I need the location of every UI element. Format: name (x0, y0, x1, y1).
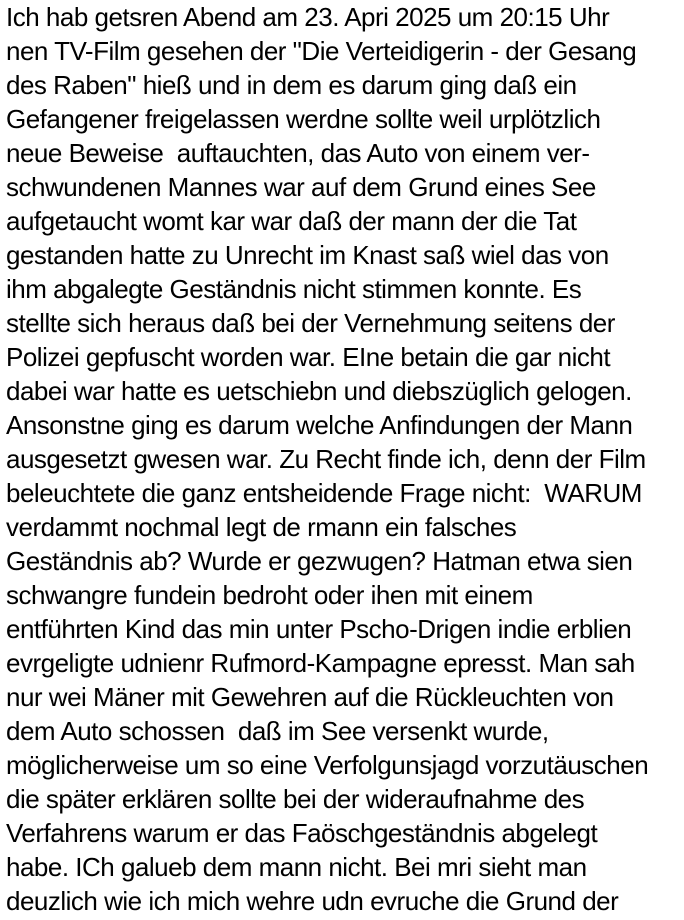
text-line-7: aufgetaucht womt kar war daß der mann der die Tat (6, 206, 577, 236)
text-line-12: dabei war hatte es uetschiebn und diebszüglich gelogen. (6, 376, 632, 406)
text-line-14: ausgesetzt gwesen war. Zu Recht finde ich, denn der Film (6, 444, 646, 474)
text-line-22: dem Auto schossen daß im See versenkt wurde, (6, 716, 549, 746)
text-line-2: nen TV-Film gesehen der "Die Verteidigerin - der Gesang (6, 36, 637, 66)
text-line-10: stellte sich heraus daß bei der Vernehmung seitens der (6, 308, 615, 338)
text-line-3: des Raben" hieß und in dem es darum ging daß ein (6, 70, 577, 100)
text-line-8: gestanden hatte zu Unrecht im Knast saß wiel das von (6, 240, 609, 270)
text-line-20: evrgeligte udnienr Rufmord-Kampagne epresst. Man sah (6, 648, 635, 678)
text-line-23: möglicherweise um so eine Verfolgunsjagd vorzutäuschen (6, 750, 649, 780)
text-line-9: ihm abgalegte Geständnis nicht stimmen konnte. Es (6, 274, 582, 304)
text-line-26: habe. ICh galueb dem mann nicht. Bei mri sieht man (6, 852, 587, 882)
text-line-18: schwangre fundein bedroht oder ihen mit einem (6, 580, 533, 610)
text-line-19: entführten Kind das min unter Pscho-Drigen indie erblien (6, 614, 632, 644)
text-line-25: Verfahrens warum er das Faöschgeständnis abgelegt (6, 818, 598, 848)
text-line-17: Geständnis ab? Wurde er gezwugen? Hatman etwa sien (6, 546, 633, 576)
text-line-15: beleuchtete die ganz entsheidende Frage nicht: WARUM (6, 478, 642, 508)
text-line-27: deuzlich wie ich mich wehre udn evruche die Grund der (6, 886, 619, 916)
text-line-24: die später erklären sollte bei der wideraufnahme des (6, 784, 585, 814)
text-line-1: Ich hab getsren Abend am 23. Apri 2025 um 20:15 Uhr (6, 2, 610, 32)
text-line-11: Polizei gepfuscht worden war. EIne betain die gar nicht (6, 342, 611, 372)
document-body (6, 0, 684, 918)
text-line-21: nur wei Mäner mit Gewehren auf die Rückleuchten von (6, 682, 614, 712)
text-line-4: Gefangener freigelassen werdne sollte weil urplötzlich (6, 104, 601, 134)
text-line-13: Ansonstne ging es darum welche Anfindungen der Mann (6, 410, 633, 440)
text-line-16: verdammt nochmal legt de rmann ein falsches (6, 512, 517, 542)
text-line-6: schwundenen Mannes war auf dem Grund eines See (6, 172, 596, 202)
text-line-5: neue Beweise auftauchten, das Auto von einem ver- (6, 138, 590, 168)
